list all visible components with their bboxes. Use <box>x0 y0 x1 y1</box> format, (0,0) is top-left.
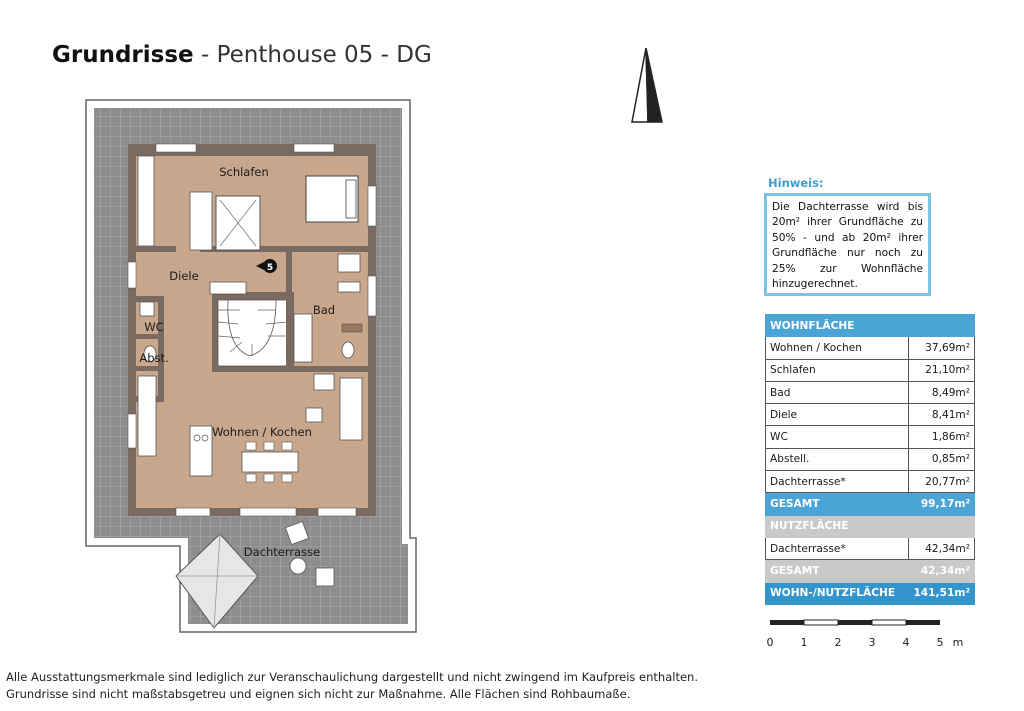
room-label-terrasse: Dachterrasse <box>243 545 321 559</box>
table-row <box>766 404 975 426</box>
row-name: Schlafen <box>766 359 909 381</box>
scale-tick: 2 <box>834 636 842 649</box>
nutz-total-label: GESAMT <box>766 560 909 582</box>
nutz-total-row <box>766 560 975 582</box>
stair-marker: 5 <box>266 263 274 273</box>
table-row <box>766 359 975 381</box>
row-name: Dachterrasse* <box>766 471 909 493</box>
title-main: Grundrisse <box>52 42 194 68</box>
total-row <box>766 493 975 515</box>
nutz-total-value: 42,34m² <box>909 560 975 582</box>
row-value: 1,86m² <box>909 426 975 448</box>
grand-label: WOHN-/NUTZFLÄCHE <box>766 582 909 604</box>
grand-value: 141,51m² <box>909 582 975 604</box>
area-table <box>765 314 975 605</box>
table-row <box>766 515 975 537</box>
note-box <box>764 193 931 296</box>
row-name: Dachterrasse* <box>766 537 909 559</box>
room-label-abstell: Abst. <box>139 351 169 365</box>
row-value: 8,49m² <box>909 381 975 403</box>
row-name: Diele <box>766 404 909 426</box>
table-row <box>766 426 975 448</box>
table-row <box>766 337 975 359</box>
row-name: WC <box>766 426 909 448</box>
room-label-bad: Bad <box>312 303 336 317</box>
nutzflaeche-header: NUTZFLÄCHE <box>766 515 975 537</box>
row-value: 21,10m² <box>909 359 975 381</box>
row-value: 37,69m² <box>909 337 975 359</box>
row-value: 0,85m² <box>909 448 975 470</box>
row-name: Wohnen / Kochen <box>766 337 909 359</box>
table-row <box>766 315 975 337</box>
footer-line-2: Grundrisse sind nicht maßstabsgetreu und eignen sich nicht zur Maßnahme. Alle Flächen sind Rohbaumaße. <box>6 687 631 701</box>
scale-unit: m <box>952 636 964 649</box>
note-label: Hinweis: <box>768 176 824 190</box>
row-name: Bad <box>766 381 909 403</box>
note-text: Die Dachterrasse wird bis 20m² ihrer Grundfläche zu 50% - und ab 20m² ihrer Grundfläche nur noch zu 25% zur Wohnfläche hinzugerechnet. <box>772 201 923 291</box>
table-row <box>766 471 975 493</box>
wohnflaeche-header: WOHNFLÄCHE <box>766 315 975 337</box>
scale-tick: 3 <box>868 636 876 649</box>
scale-tick: 0 <box>766 636 774 649</box>
row-value: 20,77m² <box>909 471 975 493</box>
room-label-wohnen: Wohnen / Kochen <box>212 425 312 439</box>
row-value: 42,34m² <box>909 537 975 559</box>
title-sub: Penthouse 05 - DG <box>216 42 432 68</box>
table-row <box>766 381 975 403</box>
scale-tick: 4 <box>902 636 910 649</box>
footer-disclaimer <box>6 669 698 703</box>
title-separator: - <box>200 42 210 68</box>
row-value: 8,41m² <box>909 404 975 426</box>
table-row <box>766 537 975 559</box>
room-label-schlafen: Schlafen <box>219 165 269 179</box>
total-label: GESAMT <box>766 493 909 515</box>
room-label-diele: Diele <box>169 269 199 283</box>
grand-total-row <box>766 582 975 604</box>
page-title <box>52 40 432 70</box>
scale-bar <box>768 618 978 654</box>
floor-plan <box>80 96 420 636</box>
room-label-wc: WC <box>144 320 164 334</box>
scale-tick: 1 <box>800 636 808 649</box>
scale-tick: 5 <box>936 636 944 649</box>
footer-line-1: Alle Ausstattungsmerkmale sind lediglich zur Veranschaulichung dargestellt und nicht zwingend im Kaufpreis enthalten. <box>6 670 698 684</box>
table-row <box>766 448 975 470</box>
total-value: 99,17m² <box>909 493 975 515</box>
row-name: Abstell. <box>766 448 909 470</box>
north-arrow-icon <box>628 46 668 126</box>
